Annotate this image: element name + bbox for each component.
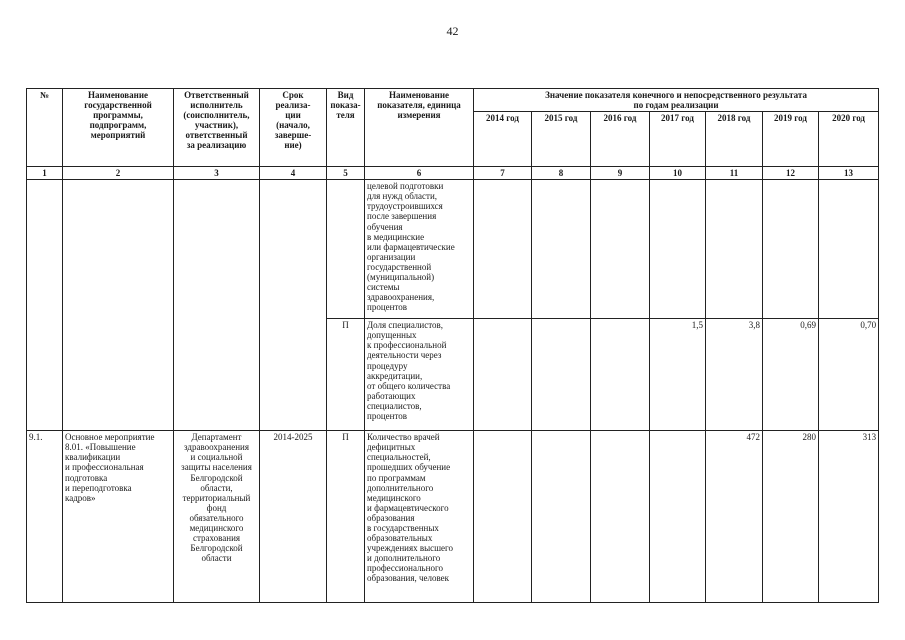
column-number: 10 bbox=[650, 167, 706, 180]
row-responsible bbox=[174, 180, 260, 431]
value-2019 bbox=[763, 180, 819, 319]
table-row bbox=[27, 180, 879, 319]
value-2019: 0,69 bbox=[763, 319, 819, 431]
header-indicator-kind: Вид показа- теля bbox=[327, 89, 365, 167]
row-period bbox=[260, 180, 327, 431]
header-values-group: Значение показателя конечного и непосредственного результата по годам реализации bbox=[474, 89, 879, 112]
page-number: 42 bbox=[446, 24, 459, 38]
value-2018: 3,8 bbox=[706, 319, 763, 431]
value-2016 bbox=[591, 180, 650, 319]
header-period: Срок реализа- ции (начало, заверше- ние) bbox=[260, 89, 327, 167]
header-number: № bbox=[27, 89, 63, 167]
column-number: 7 bbox=[474, 167, 532, 180]
value-2020: 313 bbox=[819, 431, 879, 603]
value-2015 bbox=[532, 180, 591, 319]
header-year-2014: 2014 год bbox=[474, 112, 532, 167]
header-program-name: Наименование государственной программы, подпрограмм, мероприятий bbox=[63, 89, 174, 167]
column-number: 4 bbox=[260, 167, 327, 180]
value-2016 bbox=[591, 431, 650, 603]
value-2015 bbox=[532, 431, 591, 603]
row-number: 9.1. bbox=[27, 431, 63, 603]
row-indicator-name: Количество врачей дефицитных специальностей, прошедших обучение по программам дополнительного медицинского и фармацевтического образования в государственных образовательных учреждениях высшего и дополнительного профессионального образования, человек bbox=[365, 431, 474, 603]
value-2014 bbox=[474, 431, 532, 603]
header-year-2020: 2020 год bbox=[819, 112, 879, 167]
row-program-name bbox=[63, 180, 174, 431]
header-year-2018: 2018 год bbox=[706, 112, 763, 167]
value-2016 bbox=[591, 319, 650, 431]
row-indicator-kind bbox=[327, 180, 365, 319]
column-number: 11 bbox=[706, 167, 763, 180]
table-row bbox=[27, 431, 879, 603]
value-2015 bbox=[532, 319, 591, 431]
row-period: 2014-2025 bbox=[260, 431, 327, 603]
indicators-table bbox=[26, 88, 879, 603]
column-number: 9 bbox=[591, 167, 650, 180]
value-2014 bbox=[474, 180, 532, 319]
column-number: 8 bbox=[532, 167, 591, 180]
column-number: 12 bbox=[763, 167, 819, 180]
value-2020: 0,70 bbox=[819, 319, 879, 431]
header-year-2019: 2019 год bbox=[763, 112, 819, 167]
header-year-2015: 2015 год bbox=[532, 112, 591, 167]
header-indicator-name: Наименование показателя, единица измерения bbox=[365, 89, 474, 167]
header-year-2016: 2016 год bbox=[591, 112, 650, 167]
row-indicator-kind: П bbox=[327, 319, 365, 431]
column-number: 6 bbox=[365, 167, 474, 180]
column-number: 13 bbox=[819, 167, 879, 180]
row-indicator-kind: П bbox=[327, 431, 365, 603]
value-2014 bbox=[474, 319, 532, 431]
value-2020 bbox=[819, 180, 879, 319]
value-2017 bbox=[650, 180, 706, 319]
row-responsible: Департамент здравоохранения и социальной защиты населения Белгородской области, территориальный фонд обязательного медицинского страхования Белгородской области bbox=[174, 431, 260, 603]
column-number: 1 bbox=[27, 167, 63, 180]
row-indicator-name: Доля специалистов, допущенных к профессиональной деятельности через процедуру аккредитации, от общего количества работающих специалистов, процентов bbox=[365, 319, 474, 431]
row-indicator-name: целевой подготовки для нужд области, трудоустроившихся после завершения обучения в медицинские или фармацевтические организации государственной (муниципальной) системы здравоохранения, процентов bbox=[365, 180, 474, 319]
row-program-name: Основное мероприятие 8.01. «Повышение квалификации и профессиональная подготовка и переподготовка кадров» bbox=[63, 431, 174, 603]
column-number: 5 bbox=[327, 167, 365, 180]
row-number bbox=[27, 180, 63, 431]
value-2019: 280 bbox=[763, 431, 819, 603]
header-year-2017: 2017 год bbox=[650, 112, 706, 167]
column-number: 3 bbox=[174, 167, 260, 180]
value-2017: 1,5 bbox=[650, 319, 706, 431]
column-number: 2 bbox=[63, 167, 174, 180]
value-2018 bbox=[706, 180, 763, 319]
header-responsible: Ответственный исполнитель (соисполнитель, участник), ответственный за реализацию bbox=[174, 89, 260, 167]
value-2017 bbox=[650, 431, 706, 603]
value-2018: 472 bbox=[706, 431, 763, 603]
